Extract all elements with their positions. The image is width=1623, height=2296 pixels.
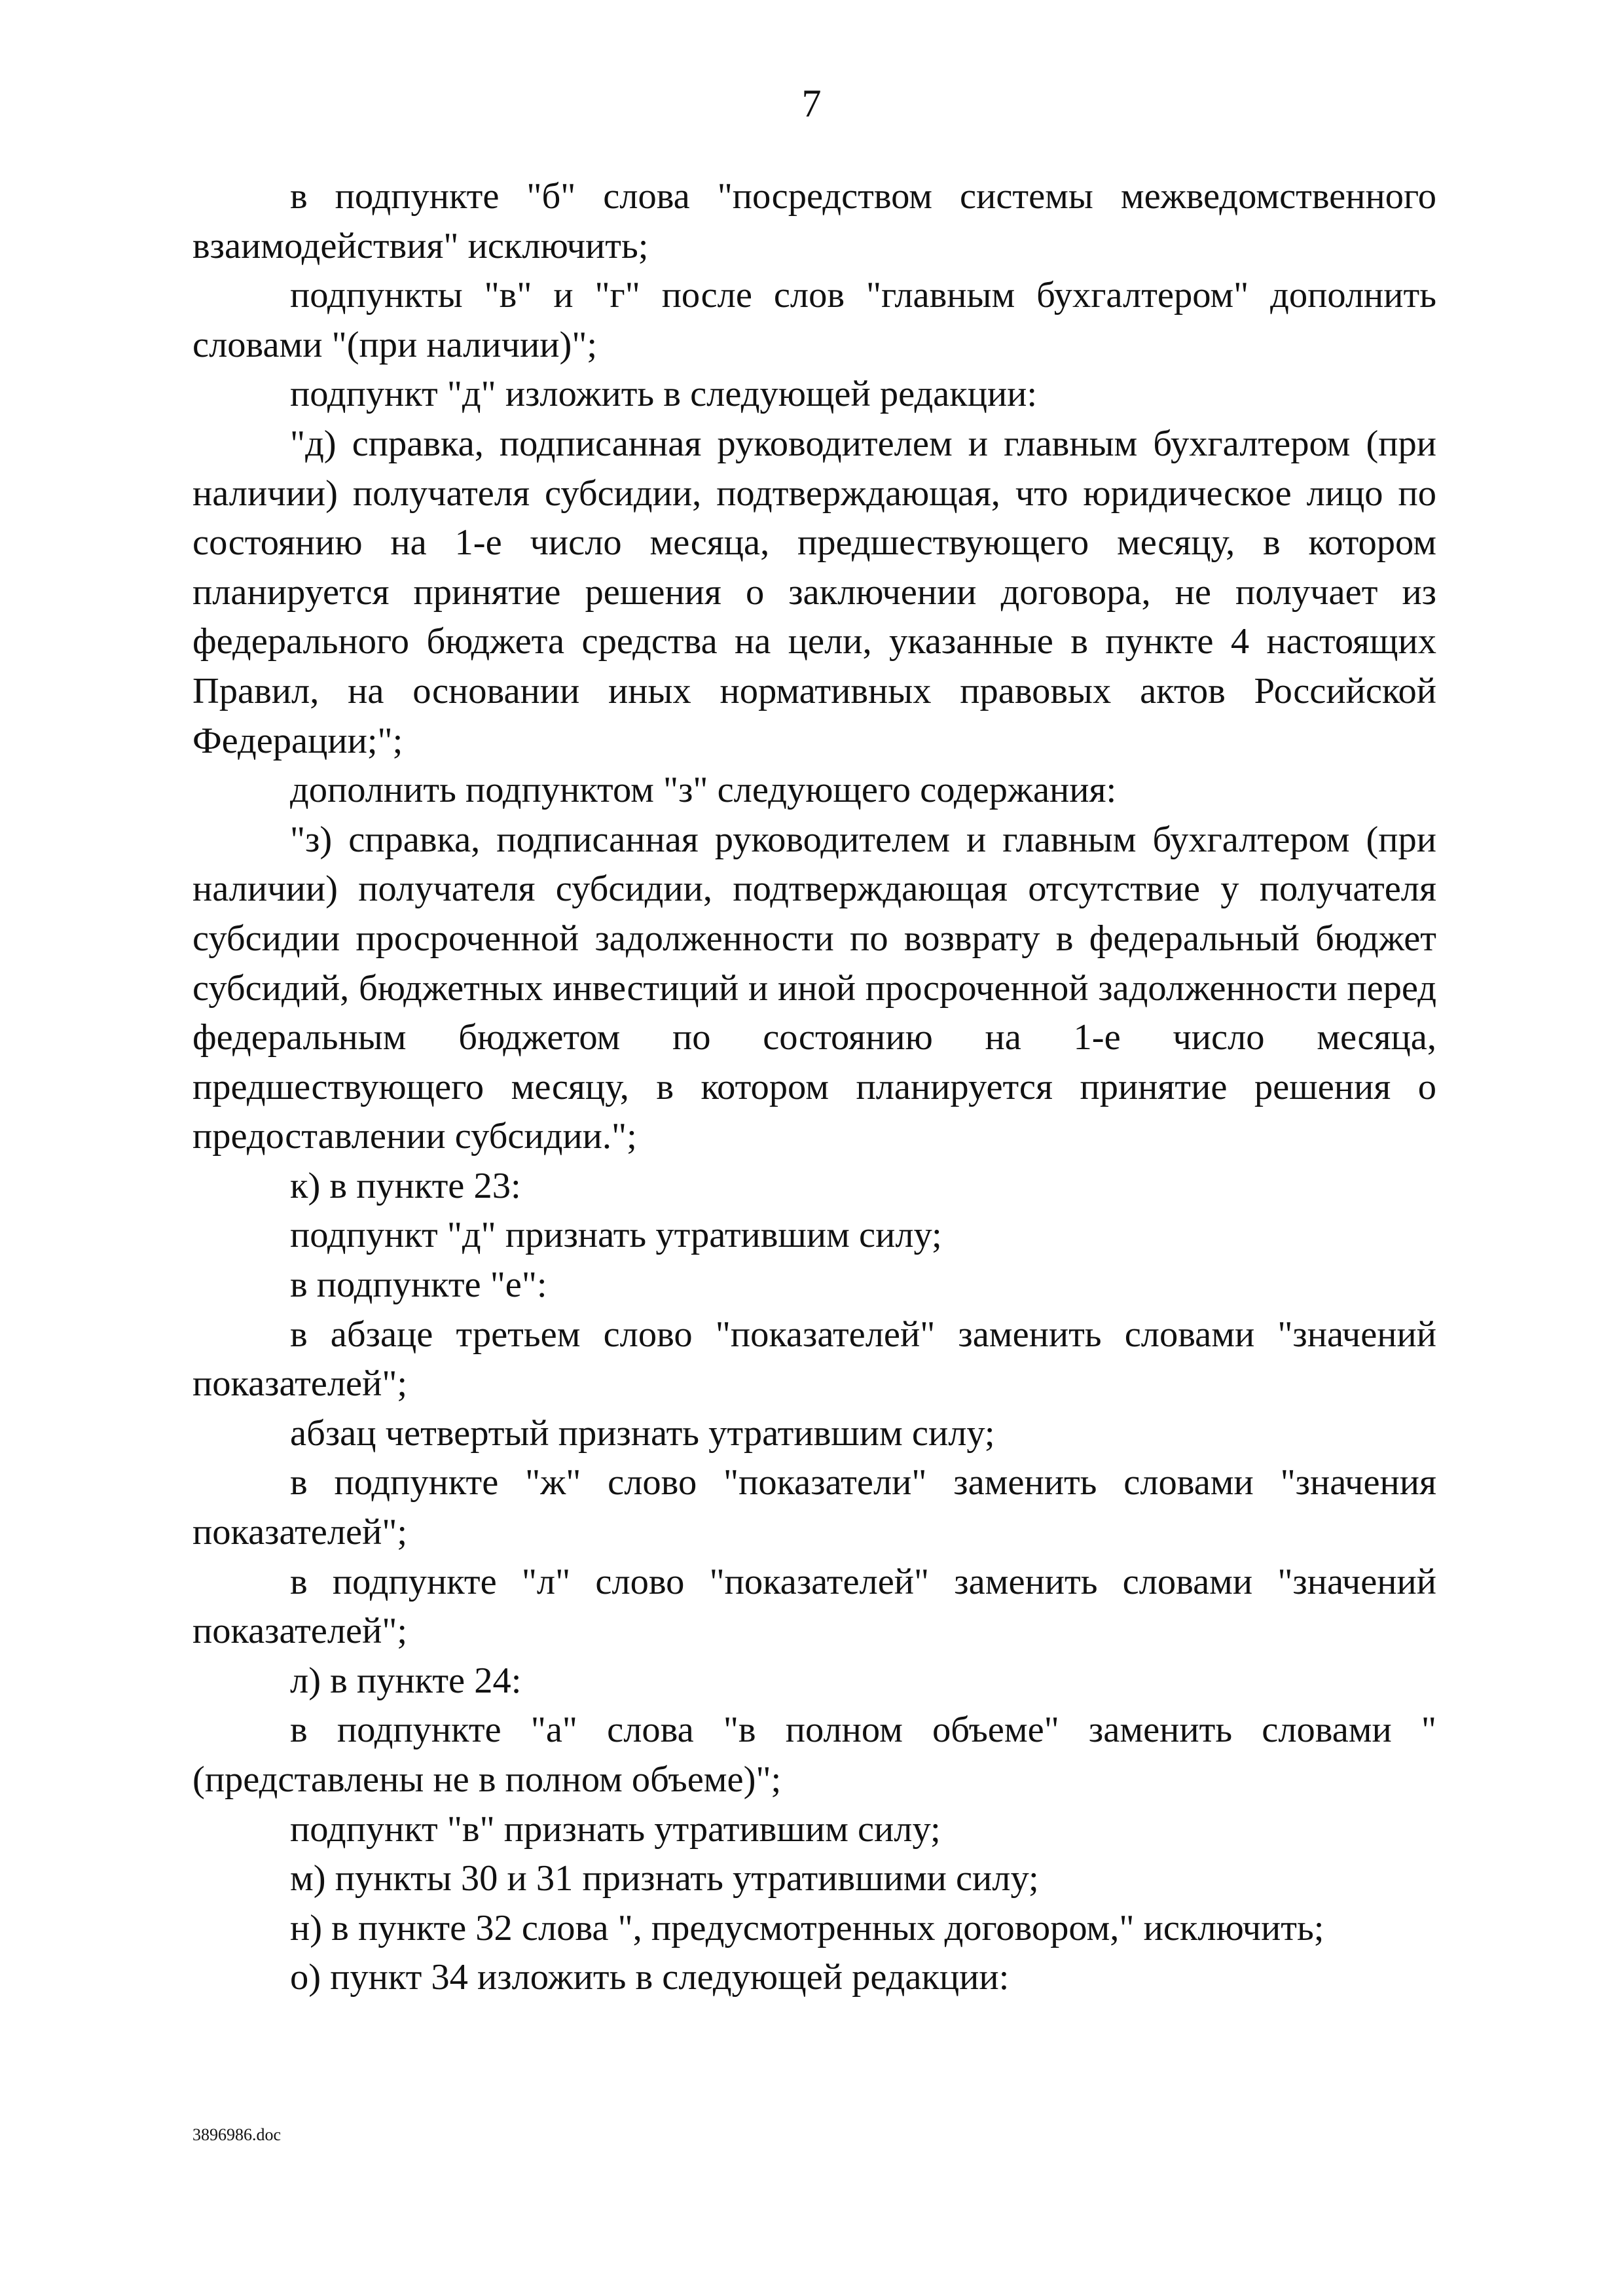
paragraph: подпункт "д" признать утратившим силу;	[290, 1215, 942, 1256]
paragraph: абзац четвертый признать утратившим силу;	[290, 1412, 995, 1454]
paragraph: к) в пункте 23:	[290, 1165, 521, 1206]
paragraph: л) в пункте 24:	[290, 1660, 522, 1701]
document-file-id: 3896986.doc	[192, 2125, 282, 2144]
paragraph: "з) справка, подписанная руководителем и главным бухгалтером (при наличии) получателя субсидии, подтверждающая отсутствие у получателя субсидии просроченной задолженности по возврату в федеральный бюджет субсидий, бюджетных инвестиций и иной просроченной задолженности перед федеральным бюджетом по состоянию на 1-е число месяца, предшествующего месяцу, в котором планируется принятие решения о предоставлении субсидии.";	[192, 819, 1436, 1157]
document-body	[192, 172, 1436, 2003]
paragraph: дополнить подпунктом "з" следующего содержания:	[290, 770, 1117, 811]
paragraph: подпункты "в" и "г" после слов "главным бухгалтером" дополнить словами "(при наличии)";	[192, 275, 1436, 365]
paragraph: в подпункте "а" слова "в полном объеме" заменить словами "(представлены не в полном объеме)";	[192, 1710, 1436, 1800]
paragraph: в подпункте "л" слово "показателей" заменить словами "значений показателей";	[192, 1561, 1436, 1652]
paragraph: в абзаце третьем слово "показателей" заменить словами "значений показателей";	[192, 1314, 1436, 1405]
paragraph: в подпункте "е":	[290, 1265, 547, 1306]
paragraph: н) в пункте 32 слова ", предусмотренных договором," исключить;	[290, 1907, 1324, 1948]
page-number: 7	[801, 82, 822, 125]
paragraph: о) пункт 34 изложить в следующей редакции:	[290, 1957, 1010, 1998]
paragraph: "д) справка, подписанная руководителем и главным бухгалтером (при наличии) получателя субсидии, подтверждающая, что юридическое лицо по состоянию на 1-е число месяца, предшествующего месяцу, в котором планируется принятие решения о заключении договора, не получает из федерального бюджета средства на цели, указанные в пункте 4 настоящих Правил, на основании иных нормативных правовых актов Российской Федерации;";	[192, 423, 1436, 761]
paragraph: в подпункте "ж" слово "показатели" заменить словами "значения показателей";	[192, 1462, 1436, 1553]
paragraph: подпункт "д" изложить в следующей редакции:	[290, 374, 1038, 415]
paragraph: подпункт "в" признать утратившим силу;	[290, 1808, 941, 1850]
paragraph: в подпункте "б" слова "посредством системы межведомственного взаимодействия" исключить;	[192, 176, 1436, 266]
paragraph: м) пункты 30 и 31 признать утратившими силу;	[290, 1858, 1039, 1899]
